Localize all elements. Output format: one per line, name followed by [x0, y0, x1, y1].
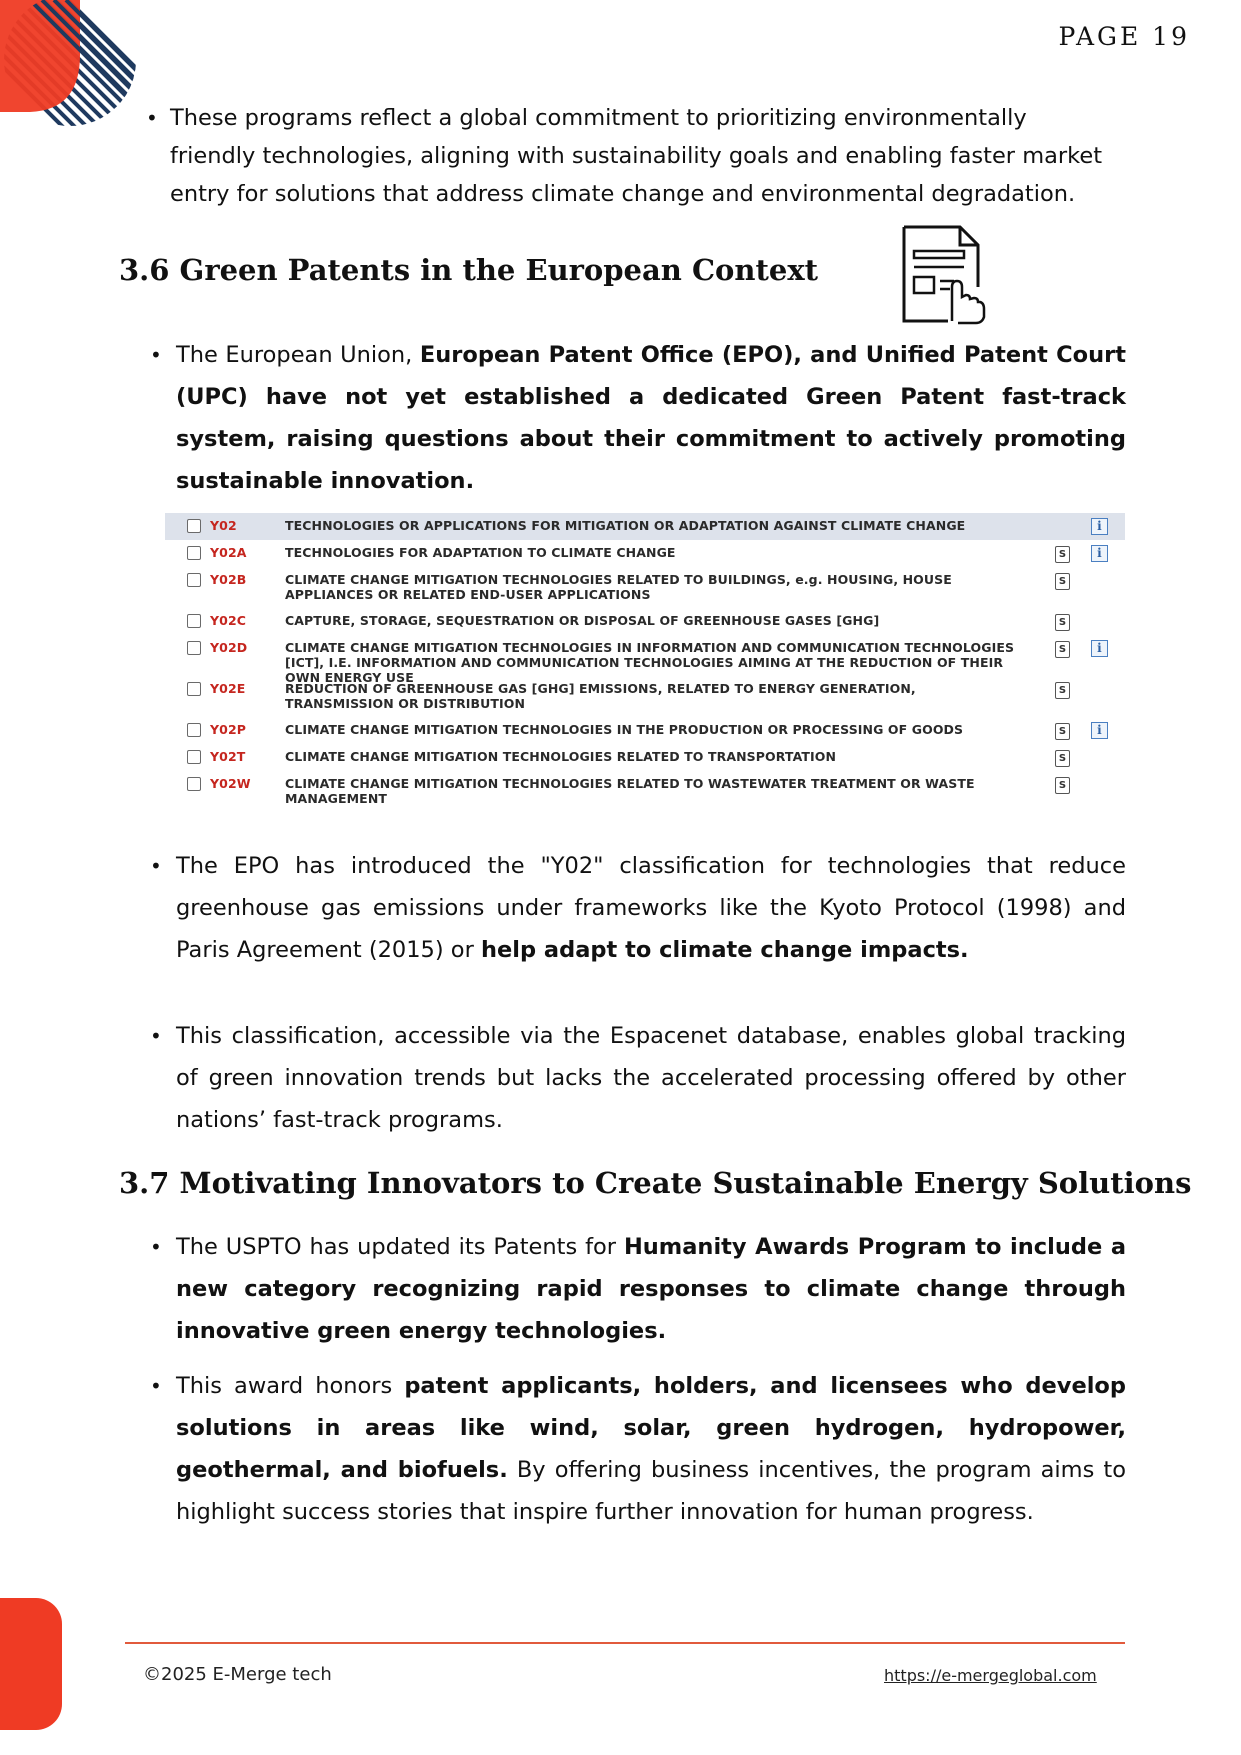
- class-description: CAPTURE, STORAGE, SEQUESTRATION OR DISPOSAL OF GREENHOUSE GASES [GHG]: [285, 613, 880, 628]
- bullet-text-prefix: The USPTO has updated its Patents for: [176, 1234, 624, 1260]
- bullet-uspto-awards: [150, 1226, 1126, 1352]
- scheme-icon[interactable]: S: [1055, 750, 1070, 767]
- class-code[interactable]: Y02E: [210, 681, 246, 696]
- info-icon[interactable]: i: [1091, 518, 1108, 535]
- bullet-text-prefix: This award honors: [176, 1373, 405, 1399]
- bullet-text-prefix: The European Union,: [176, 342, 420, 368]
- bullet-espacenet: [150, 1015, 1126, 1141]
- bullet-y02-classification: [150, 845, 1126, 971]
- class-code[interactable]: Y02T: [210, 749, 246, 764]
- scheme-icon[interactable]: S: [1055, 614, 1070, 631]
- scheme-icon[interactable]: S: [1055, 777, 1070, 794]
- class-description: CLIMATE CHANGE MITIGATION TECHNOLOGIES RELATED TO WASTEWATER TREATMENT OR WASTE MANAGEMENT: [285, 776, 975, 806]
- class-code[interactable]: Y02A: [210, 545, 247, 560]
- table-row: [165, 717, 1125, 744]
- page-number: PAGE 19: [1058, 22, 1190, 51]
- row-checkbox[interactable]: [187, 723, 201, 737]
- class-code[interactable]: Y02: [210, 518, 237, 533]
- table-row: [165, 608, 1125, 635]
- class-description: CLIMATE CHANGE MITIGATION TECHNOLOGIES RELATED TO BUILDINGS, e.g. HOUSING, HOUSE APPLIANCES OR RELATED END-USER APPLICATIONS: [285, 572, 952, 602]
- bullet-text: These programs reflect a global commitment to prioritizing environmentally friendly technologies, aligning with sustainability goals and enabling faster market entry for solutions that address climate change and environmental degradation.: [170, 105, 1103, 207]
- footer-link[interactable]: https://e-mergeglobal.com: [884, 1666, 1097, 1685]
- table-row: [165, 771, 1125, 806]
- info-icon[interactable]: i: [1091, 722, 1108, 739]
- row-checkbox[interactable]: [187, 573, 201, 587]
- class-description: TECHNOLOGIES FOR ADAPTATION TO CLIMATE CHANGE: [285, 545, 676, 560]
- table-row: [165, 540, 1125, 567]
- scheme-icon[interactable]: S: [1055, 546, 1070, 563]
- scheme-icon[interactable]: S: [1055, 682, 1070, 699]
- corner-decoration: [0, 0, 140, 140]
- bullet-dot: •: [150, 1374, 162, 1398]
- y02-classification-table: [165, 513, 1125, 806]
- bullet-text: This classification, accessible via the Espacenet database, enables global tracking of green innovation trends but lacks the accelerated processing offered by other nations’ fast-track programs.: [176, 1023, 1126, 1133]
- bullet-dot: •: [150, 1024, 162, 1048]
- table-row: [165, 635, 1125, 685]
- row-checkbox[interactable]: [187, 682, 201, 696]
- class-code[interactable]: Y02C: [210, 613, 247, 628]
- side-accent-tab: [0, 1598, 62, 1730]
- bullet-text-suffix: By offering business incentives, the program aims to highlight success stories that inspire further innovation for human progress.: [176, 1457, 1126, 1525]
- bullet-text-bold: help adapt to climate change impacts.: [480, 937, 969, 963]
- class-description: TECHNOLOGIES OR APPLICATIONS FOR MITIGATION OR ADAPTATION AGAINST CLIMATE CHANGE: [285, 518, 966, 533]
- row-checkbox[interactable]: [187, 614, 201, 628]
- bullet-dot: •: [146, 106, 158, 130]
- bullet-dot: •: [150, 1235, 162, 1259]
- bullet-eu-epo-upc: [150, 334, 1126, 502]
- table-row: [165, 513, 1125, 540]
- scheme-icon[interactable]: S: [1055, 641, 1070, 658]
- row-checkbox[interactable]: [187, 519, 201, 533]
- table-row: [165, 676, 1125, 717]
- bullet-intro: [146, 99, 1116, 213]
- bullet-dot: •: [150, 343, 162, 367]
- table-row: [165, 744, 1125, 771]
- class-description: CLIMATE CHANGE MITIGATION TECHNOLOGIES RELATED TO TRANSPORTATION: [285, 749, 837, 764]
- bullet-text-bold: Humanity Awards Program to include a new category recognizing rapid responses to climate change through innovative green energy technologies.: [176, 1234, 1127, 1344]
- row-checkbox[interactable]: [187, 750, 201, 764]
- footer-copyright: ©2025 E-Merge tech: [143, 1664, 332, 1685]
- scheme-icon[interactable]: S: [1055, 723, 1070, 740]
- bullet-dot: •: [150, 854, 162, 878]
- document-hand-icon: [900, 225, 986, 325]
- bullet-text-prefix: The EPO has introduced the "Y02" classification for technologies that reduce greenhouse gas emissions under frameworks like the Kyoto Protocol (1998) and Paris Agreement (2015) or: [176, 853, 1126, 963]
- scheme-icon[interactable]: S: [1055, 573, 1070, 590]
- class-description: REDUCTION OF GREENHOUSE GAS [GHG] EMISSIONS, RELATED TO ENERGY GENERATION, TRANSMISSION OR DISTRIBUTION: [285, 681, 916, 711]
- row-checkbox[interactable]: [187, 546, 201, 560]
- row-checkbox[interactable]: [187, 777, 201, 791]
- info-icon[interactable]: i: [1091, 545, 1108, 562]
- bullet-text-bold: patent applicants, holders, and licensees who develop solutions in areas like wind, solar, green hydrogen, hydropower, geothermal, and biofuels.: [176, 1373, 1126, 1483]
- bullet-text-bold: European Patent Office (EPO), and Unified Patent Court (UPC) have not yet established a dedicated Green Patent fast-track system, raising questions about their commitment to actively promoting sustainable innovation.: [176, 342, 1126, 494]
- info-icon[interactable]: i: [1091, 640, 1108, 657]
- class-description: CLIMATE CHANGE MITIGATION TECHNOLOGIES IN INFORMATION AND COMMUNICATION TECHNOLOGIES [ICT], I.E. INFORMATION AND COMMUNICATION TECHNOLOGIES AIMING AT THE REDUCTION OF THEIR OWN ENERGY USE: [285, 640, 1015, 685]
- row-checkbox[interactable]: [187, 641, 201, 655]
- section-heading-3-7: 3.7 Motivating Innovators to Create Sustainable Energy Solutions: [119, 1166, 1192, 1200]
- class-code[interactable]: Y02P: [210, 722, 247, 737]
- class-code[interactable]: Y02W: [210, 776, 251, 791]
- class-description: CLIMATE CHANGE MITIGATION TECHNOLOGIES IN THE PRODUCTION OR PROCESSING OF GOODS: [285, 722, 964, 737]
- section-heading-3-6: 3.6 Green Patents in the European Context: [119, 253, 819, 287]
- footer-divider: [125, 1642, 1125, 1644]
- class-code[interactable]: Y02D: [210, 640, 248, 655]
- table-row: [165, 567, 1125, 608]
- class-code[interactable]: Y02B: [210, 572, 247, 587]
- bullet-award-honors: [150, 1365, 1126, 1533]
